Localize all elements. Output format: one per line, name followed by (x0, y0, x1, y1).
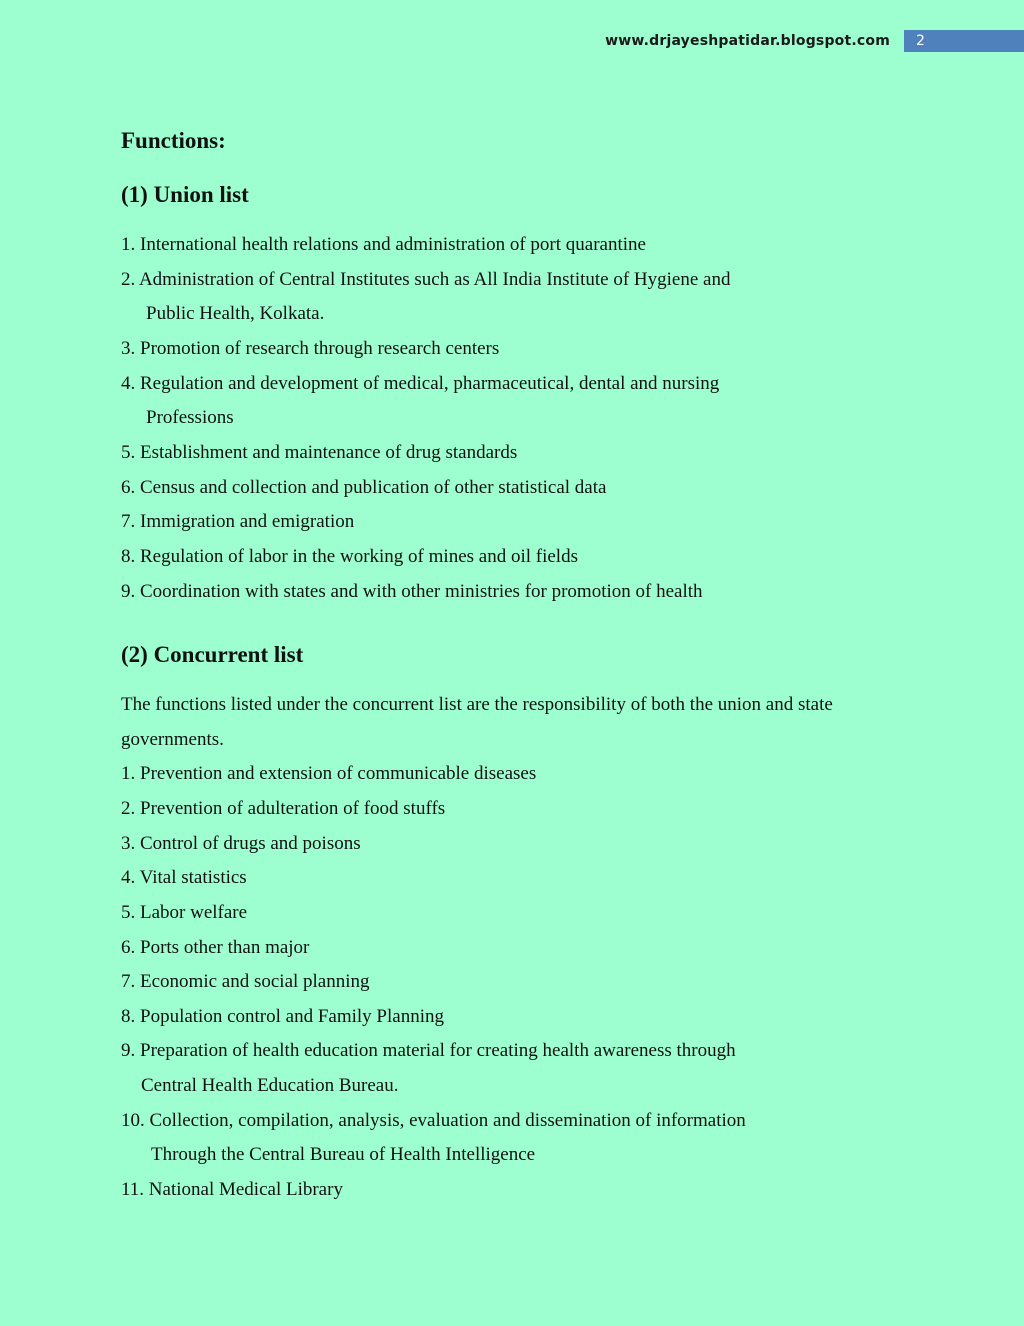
union-item-3: 3. Promotion of research through research centers (121, 338, 500, 359)
concurrent-item-9-cont: Central Health Education Bureau. (141, 1075, 399, 1096)
concurrent-item-10-cont: Through the Central Bureau of Health Intelligence (151, 1144, 536, 1165)
concurrent-item-8: 8. Population control and Family Planning (121, 1006, 444, 1027)
union-item-4: 4. Regulation and development of medical, pharmaceutical, dental and nursing (121, 373, 720, 394)
union-item-6: 6. Census and collection and publication of other statistical data (121, 477, 607, 498)
union-item-9: 9. Coordination with states and with other ministries for promotion of health (121, 581, 703, 602)
union-list-heading: (1) Union list (121, 182, 249, 207)
union-item-7: 7. Immigration and emigration (121, 511, 355, 532)
concurrent-list-heading: (2) Concurrent list (121, 642, 304, 667)
concurrent-item-1: 1. Prevention and extension of communicable diseases (121, 763, 537, 784)
union-item-2: 2. Administration of Central Institutes such as All India Institute of Hygiene and (121, 269, 731, 290)
concurrent-item-6: 6. Ports other than major (121, 937, 310, 958)
union-item-2-cont: Public Health, Kolkata. (146, 303, 325, 324)
site-url: www.drjayeshpatidar.blogspot.com (605, 33, 890, 49)
concurrent-item-7: 7. Economic and social planning (121, 971, 370, 992)
union-item-1: 1. International health relations and administration of port quarantine (121, 234, 646, 255)
union-item-8: 8. Regulation of labor in the working of mines and oil fields (121, 546, 578, 567)
concurrent-item-9: 9. Preparation of health education material for creating health awareness through (121, 1040, 736, 1061)
concurrent-intro: The functions listed under the concurrent list are the responsibility of both the union and state (121, 694, 833, 715)
union-item-4-cont: Professions (146, 407, 234, 428)
concurrent-item-4: 4. Vital statistics (121, 867, 247, 888)
concurrent-item-11: 11. National Medical Library (121, 1179, 343, 1200)
concurrent-item-10: 10. Collection, compilation, analysis, evaluation and dissemination of information (121, 1110, 746, 1131)
page-number: 2 (904, 30, 1024, 52)
page-header (605, 30, 1024, 52)
page-title: Functions: (121, 128, 226, 153)
concurrent-item-3: 3. Control of drugs and poisons (121, 833, 361, 854)
union-item-5: 5. Establishment and maintenance of drug standards (121, 442, 518, 463)
concurrent-item-5: 5. Labor welfare (121, 902, 248, 923)
concurrent-intro-cont: governments. (121, 729, 224, 750)
concurrent-item-2: 2. Prevention of adulteration of food stuffs (121, 798, 446, 819)
